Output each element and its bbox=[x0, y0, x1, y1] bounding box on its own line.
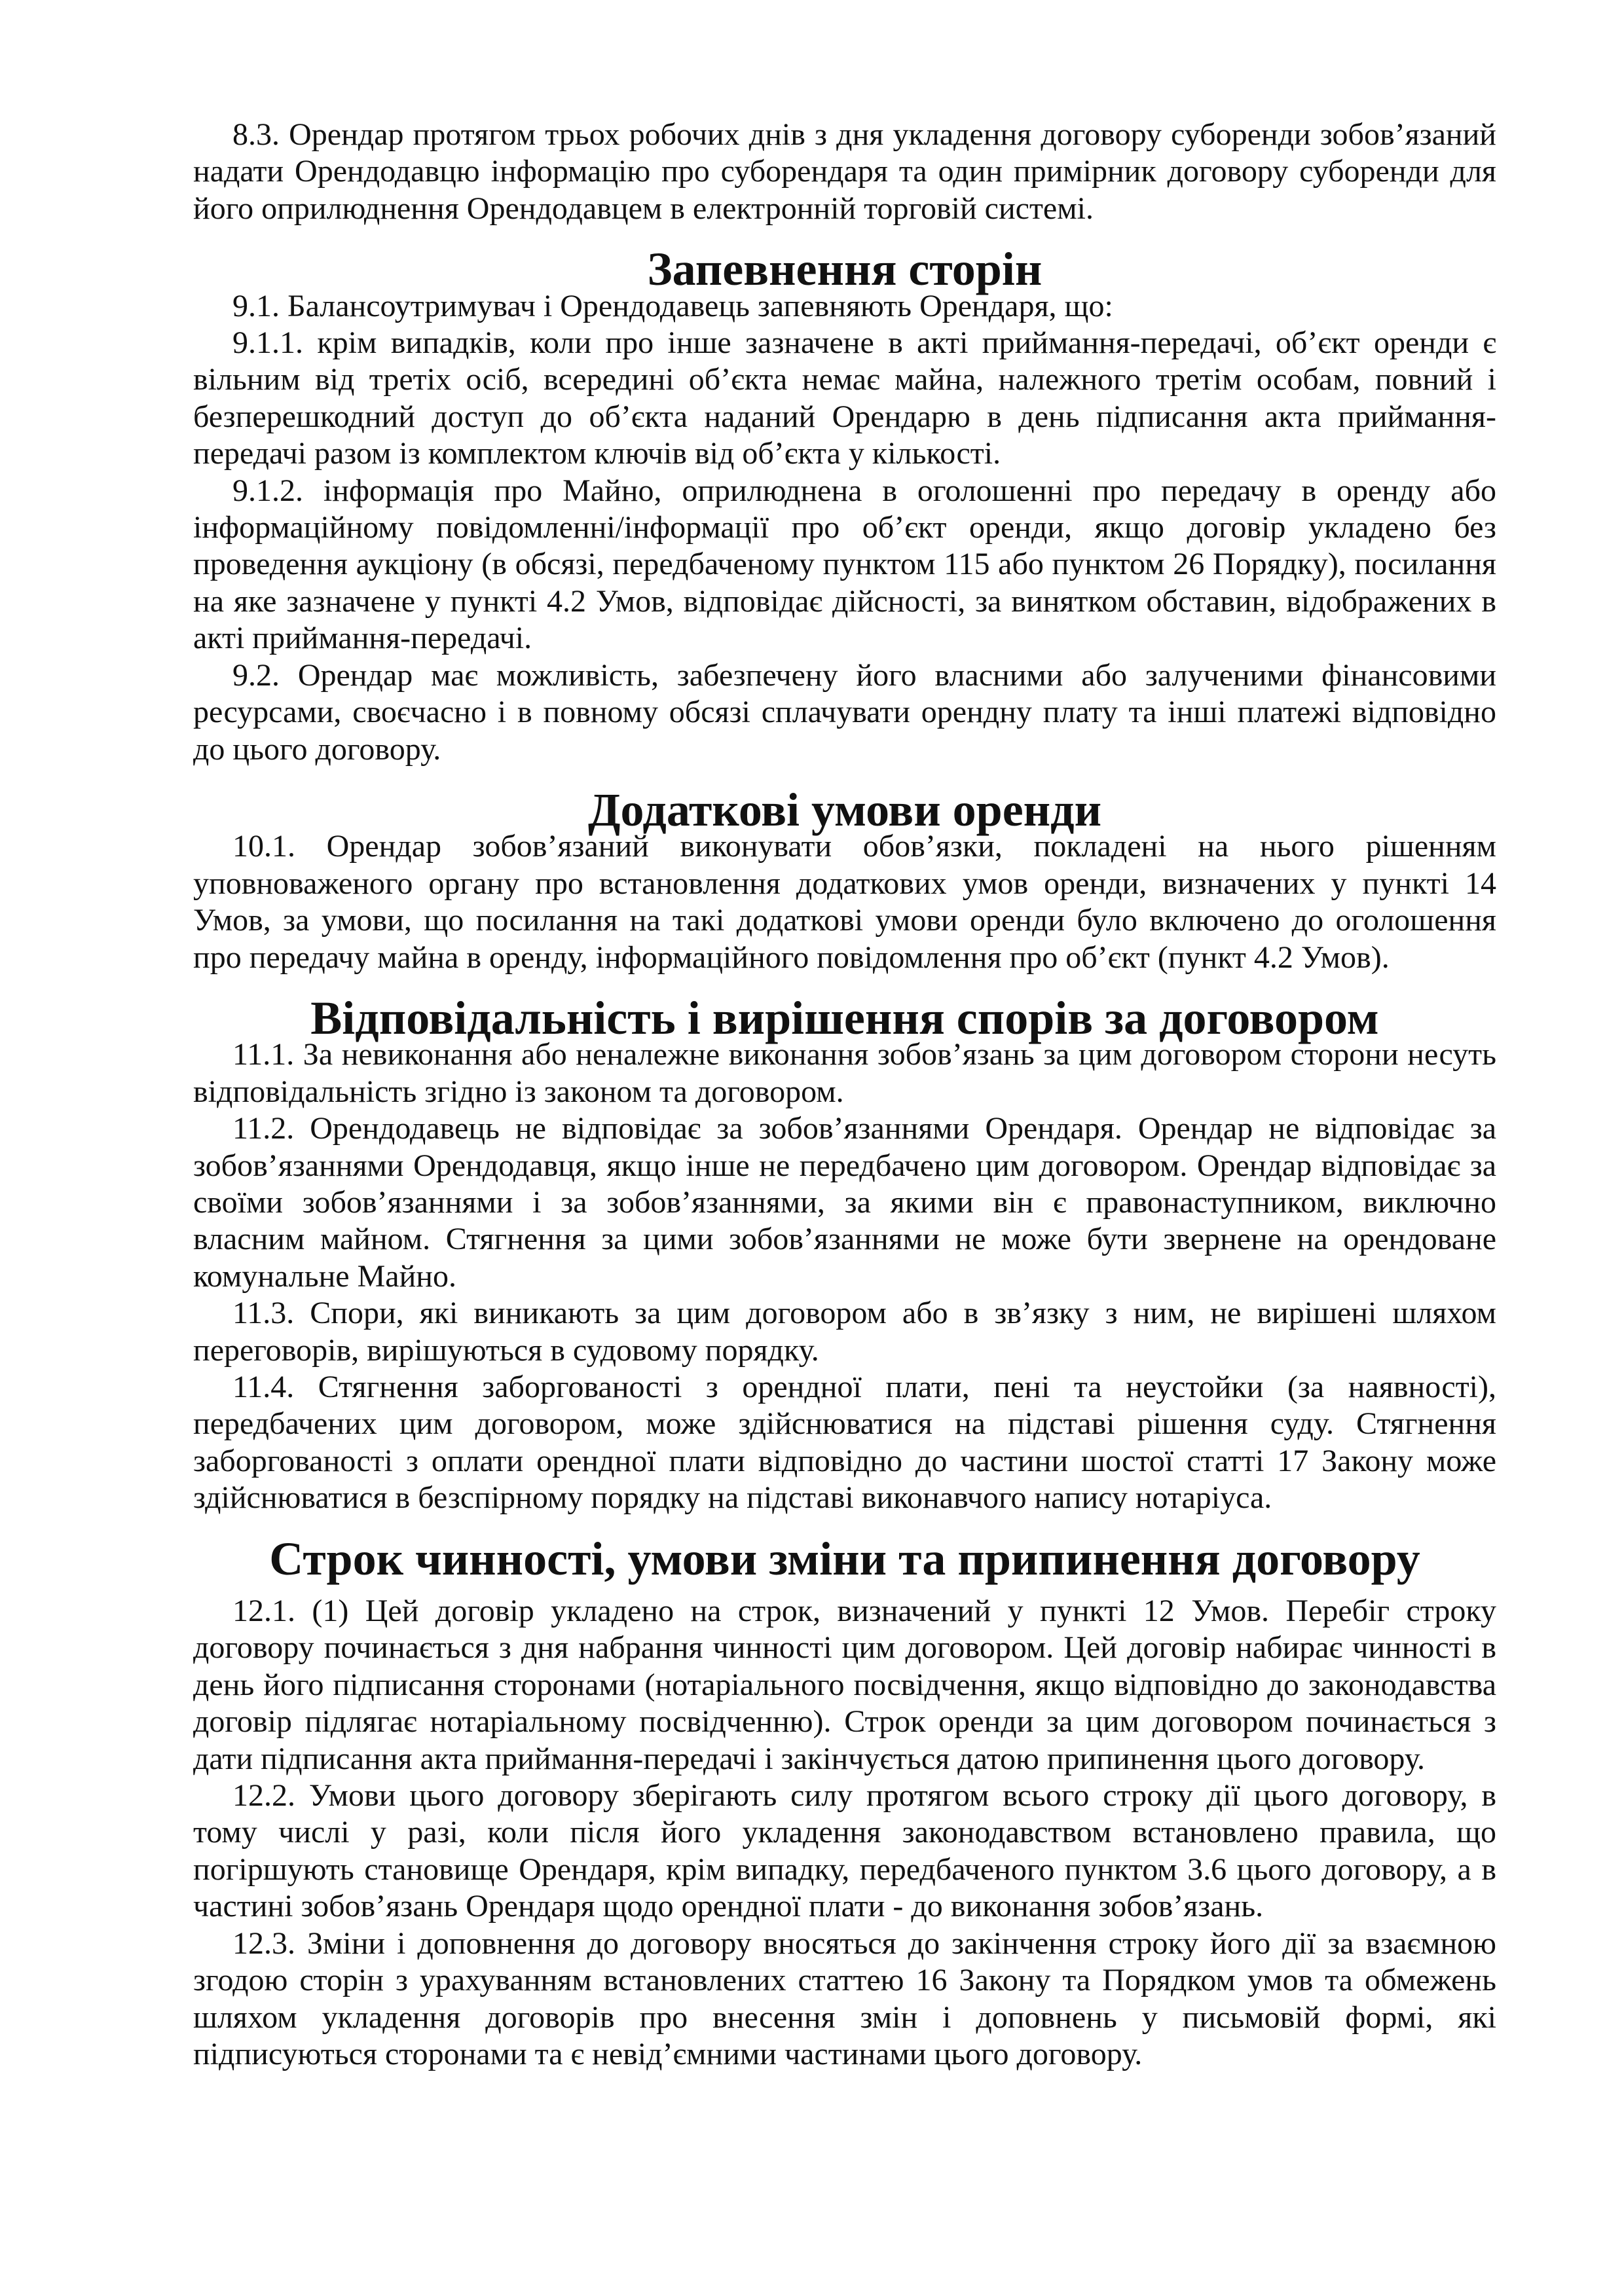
paragraph-11-1: 11.1. За невиконання або неналежне виконання зобов’язань за цим договором сторони несуть відповідальність згідно із законом та договором. bbox=[193, 1037, 1496, 1109]
heading-term-termination: Строк чинності, умови зміни та припинення договору bbox=[269, 1532, 1420, 1585]
paragraph-11-2: 11.2. Орендодавець не відповідає за зобов’язаннями Орендаря. Орендар не відповідає за зобов’язаннями Орендодавця, якщо інше не передбачено цим договором. Орендар відповідає за своїми зобов’язаннями і за зобов’язаннями, за якими він є правонаступником, виключно власним майном. Стягнення за цими зобов’язаннями не може бути звернене на орендоване комунальне Майно. bbox=[193, 1111, 1496, 1294]
paragraph-9-1-2: 9.1.2. інформація про Майно, оприлюднена в оголошенні про передачу в оренду або інформаційному повідомленні/інформації про об’єкт оренди, якщо договір укладено без проведення аукціону (в обсязі, передбаченому пунктом 115 або пунктом 26 Порядку), посилання на яке зазначене у пункті 4.2 Умов, відповідає дійсності, за винятком обставин, відображених в акті приймання-передачі. bbox=[193, 473, 1496, 656]
paragraph-9-1-1: 9.1.1. крім випадків, коли про інше зазначене в акті приймання-передачі, об’єкт оренди є вільним від третіх осіб, всередині об’єкта немає майна, належного третім особам, повний і безперешкодний доступ до об’єкта наданий Орендарю в день підписання акта приймання-передачі разом із комплектом ключів від об’єкта у кількості. bbox=[193, 325, 1496, 471]
heading-assurances: Запевнення сторін bbox=[647, 243, 1043, 296]
paragraph-12-1: 12.1. (1) Цей договір укладено на строк, визначений у пункті 12 Умов. Перебіг строку договору починається з дня набрання чинності цим договором. Цей договір набирає чинності в день його підписання сторонами (нотаріального посвідчення, якщо відповідно до законодавства договір підлягає нотаріальному посвідченню). Строк оренди за цим договором починається з дати підписання акта приймання-передачі і закінчується датою припинення цього договору. bbox=[193, 1594, 1496, 1776]
paragraph-11-4: 11.4. Стягнення заборгованості з орендної плати, пені та неустойки (за наявності), передбачених цим договором, може здійснюватися на підставі рішення суду. Стягнення заборгованості з оплати орендної плати відповідно до частини шостої статті 17 Закону може здійснюватися в безспірному порядку на підставі виконавчого напису нотаріуса. bbox=[193, 1370, 1496, 1516]
paragraph-8-3: 8.3. Орендар протягом трьох робочих днів з дня укладення договору суборенди зобов’язаний надати Орендодавцю інформацію про суборендаря та один примірник договору суборенди для його оприлюднення Орендодавцем в електронній торговій системі. bbox=[193, 117, 1496, 226]
paragraph-10-1: 10.1. Орендар зобов’язаний виконувати обов’язки, покладені на нього рішенням уповноваженого органу про встановлення додаткових умов оренди, визначених у пункті 14 Умов, за умови, що посилання на такі додаткові умови оренди було включено до оголошення про передачу майна в оренду, інформаційного повідомлення про об’єкт (пункт 4.2 Умов). bbox=[193, 829, 1496, 975]
paragraph-12-3: 12.3. Зміни і доповнення до договору вносяться до закінчення строку його дії за взаємною згодою сторін з урахуванням встановлених статтею 16 Закону та Порядком умов та обмежень шляхом укладення договорів про внесення змін і доповнень у письмовій формі, які підписуються сторонами та є невід’ємними частинами цього договору. bbox=[193, 1925, 1496, 2071]
paragraph-12-2: 12.2. Умови цього договору зберігають силу протягом всього строку дії цього договору, в тому числі у разі, коли після його укладення законодавством встановлено правила, що погіршують становище Орендаря, крім випадку, передбаченого пунктом 3.6 цього договору, а в частині зобов’язань Орендаря щодо орендної плати - до виконання зобов’язань. bbox=[193, 1778, 1496, 1924]
paragraph-9-2: 9.2. Орендар має можливість, забезпечену його власними або залученими фінансовими ресурсами, своєчасно і в повному обсязі сплачувати орендну плату та інші платежі відповідно до цього договору. bbox=[193, 657, 1496, 767]
heading-liability-disputes: Відповідальність і вирішення спорів за договором bbox=[310, 991, 1379, 1044]
document-page bbox=[193, 117, 1496, 2073]
paragraph-9-1: 9.1. Балансоутримувач і Орендодавець запевняють Орендаря, що: bbox=[232, 288, 1113, 323]
heading-additional-terms: Додаткові умови оренди bbox=[587, 783, 1102, 836]
paragraph-11-3: 11.3. Спори, які виникають за цим договором або в зв’язку з ним, не вирішені шляхом переговорів, вирішуються в судовому порядку. bbox=[193, 1296, 1496, 1368]
